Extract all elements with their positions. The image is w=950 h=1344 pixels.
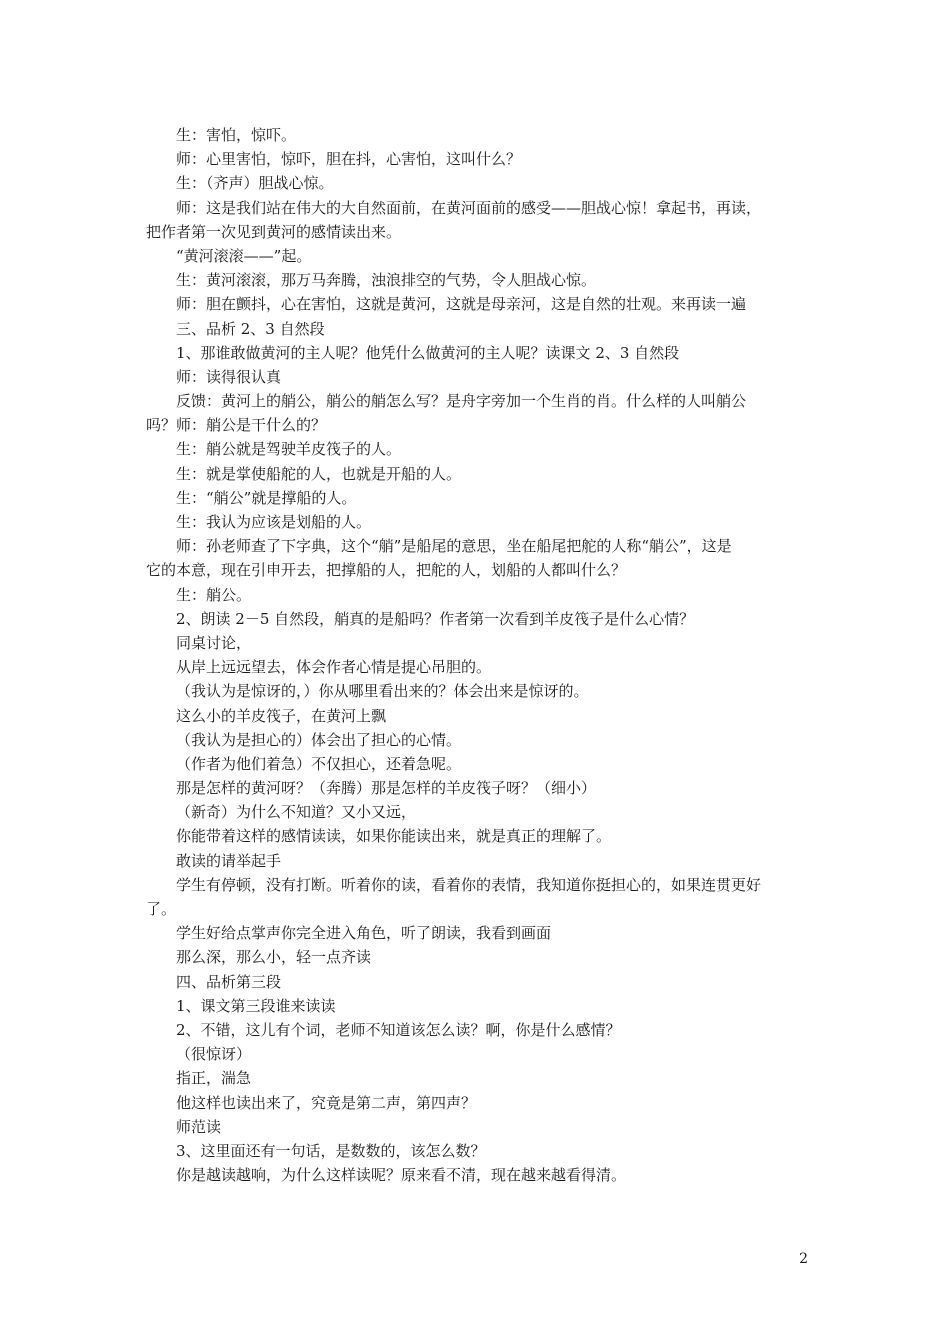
text-line: （我认为是惊讶的，）你从哪里看出来的？体会出来是惊讶的。 — [176, 682, 589, 701]
text-line: 你是越读越响，为什么这样读呢？原来看不清，现在越来越看得清。 — [176, 1166, 627, 1185]
text-line: 师：这是我们站在伟大的大自然面前，在黄河面前的感受——胆战心惊！拿起书，再读， — [176, 198, 762, 217]
text-line: 2、不错，这儿有个词，老师不知道该怎么读？啊，你是什么感情？ — [176, 1020, 621, 1039]
text-line: 四、品析第三段 — [176, 972, 282, 991]
text-line: （很惊讶） — [176, 1045, 252, 1064]
text-line: 它的本意，现在引申开去，把撑船的人，把舵的人，划船的人都叫什么？ — [146, 561, 627, 580]
document-body — [146, 123, 808, 1187]
text-line: 1、那谁敢做黄河的主人呢？他凭什么做黄河的主人呢？读课文 2、3 自然段 — [176, 343, 680, 362]
text-line: 生：艄公就是驾驶羊皮筏子的人。 — [176, 440, 402, 459]
text-line: 同桌讨论， — [176, 633, 252, 652]
text-line: 指正，湍急 — [176, 1069, 252, 1088]
text-line: 1、课文第三段谁来读读 — [176, 996, 336, 1015]
text-line: 学生好给点掌声你完全进入角色，听了朗读，我看到画面 — [176, 924, 552, 943]
text-line: （我认为是担心的）体会出了担心的心情。 — [176, 730, 462, 749]
text-line: 吗？师：艄公是干什么的？ — [146, 416, 327, 435]
text-line: （作者为他们着急）不仅担心，还着急呢。 — [176, 754, 462, 773]
text-line: 生：“艄公”就是撑船的人。 — [176, 488, 357, 507]
text-line: 生：黄河滚滚，那万马奔腾，浊浪排空的气势，令人胆战心惊。 — [176, 271, 597, 290]
text-line: 这么小的羊皮筏子，在黄河上飘 — [176, 706, 387, 725]
text-line: 反馈：黄河上的艄公，艄公的艄怎么写？是舟字旁加一个生肖的肖。什么样的人叫艄公 — [176, 392, 747, 411]
text-line: “黄河滚滚——”起。 — [176, 246, 312, 265]
text-line: 他这样也读出来了，究竟是第二声，第四声？ — [176, 1093, 477, 1112]
text-line: 师：孙老师查了下字典，这个“艄”是船尾的意思，坐在船尾把舵的人称“艄公”，这是 — [176, 537, 732, 556]
text-line: 学生有停顿，没有打断。听着你的读，看着你的表情，我知道你挺担心的，如果连贯更好 — [176, 875, 762, 894]
text-line: 师：读得很认真 — [176, 367, 282, 386]
text-line: 生：我认为应该是划船的人。 — [176, 513, 372, 531]
text-line: 生：艄公。 — [176, 585, 252, 604]
text-line: 了。 — [146, 900, 177, 918]
text-line: （新奇）为什么不知道？又小又远， — [176, 803, 417, 822]
text-line: 生：就是掌使船舵的人，也就是开船的人。 — [176, 464, 462, 483]
text-line: 2、朗读 2－5 自然段，艄真的是船吗？作者第一次看到羊皮筏子是什么心情？ — [176, 609, 695, 628]
text-line: 师范读 — [176, 1117, 222, 1136]
text-line: 从岸上远远望去，体会作者心情是提心吊胆的。 — [176, 658, 492, 677]
text-line: 敢读的请举起手 — [176, 851, 282, 870]
text-line: 3、这里面还有一句话，是数数的，该怎么数？ — [176, 1141, 486, 1160]
text-line: 三、品析 2、3 自然段 — [176, 319, 325, 338]
text-line: 师：胆在颤抖，心在害怕，这就是黄河，这就是母亲河，这是自然的壮观。来再读一遍 — [176, 295, 747, 314]
text-line: 那是怎样的黄河呀？（奔腾）那是怎样的羊皮筏子呀？（细小） — [176, 779, 597, 798]
text-line: 把作者第一次见到黄河的感情读出来。 — [146, 222, 402, 241]
text-line: 你能带着这样的感情读读，如果你能读出来，就是真正的理解了。 — [176, 827, 612, 846]
text-line: 师：心里害怕，惊吓，胆在抖，心害怕，这叫什么？ — [176, 150, 522, 169]
text-line: 生：（齐声）胆战心惊。 — [176, 174, 334, 193]
page-number: 2 — [799, 1251, 808, 1267]
text-line: 那么深，那么小，轻一点齐读 — [176, 948, 372, 967]
text-line: 生：害怕，惊吓。 — [176, 126, 297, 144]
